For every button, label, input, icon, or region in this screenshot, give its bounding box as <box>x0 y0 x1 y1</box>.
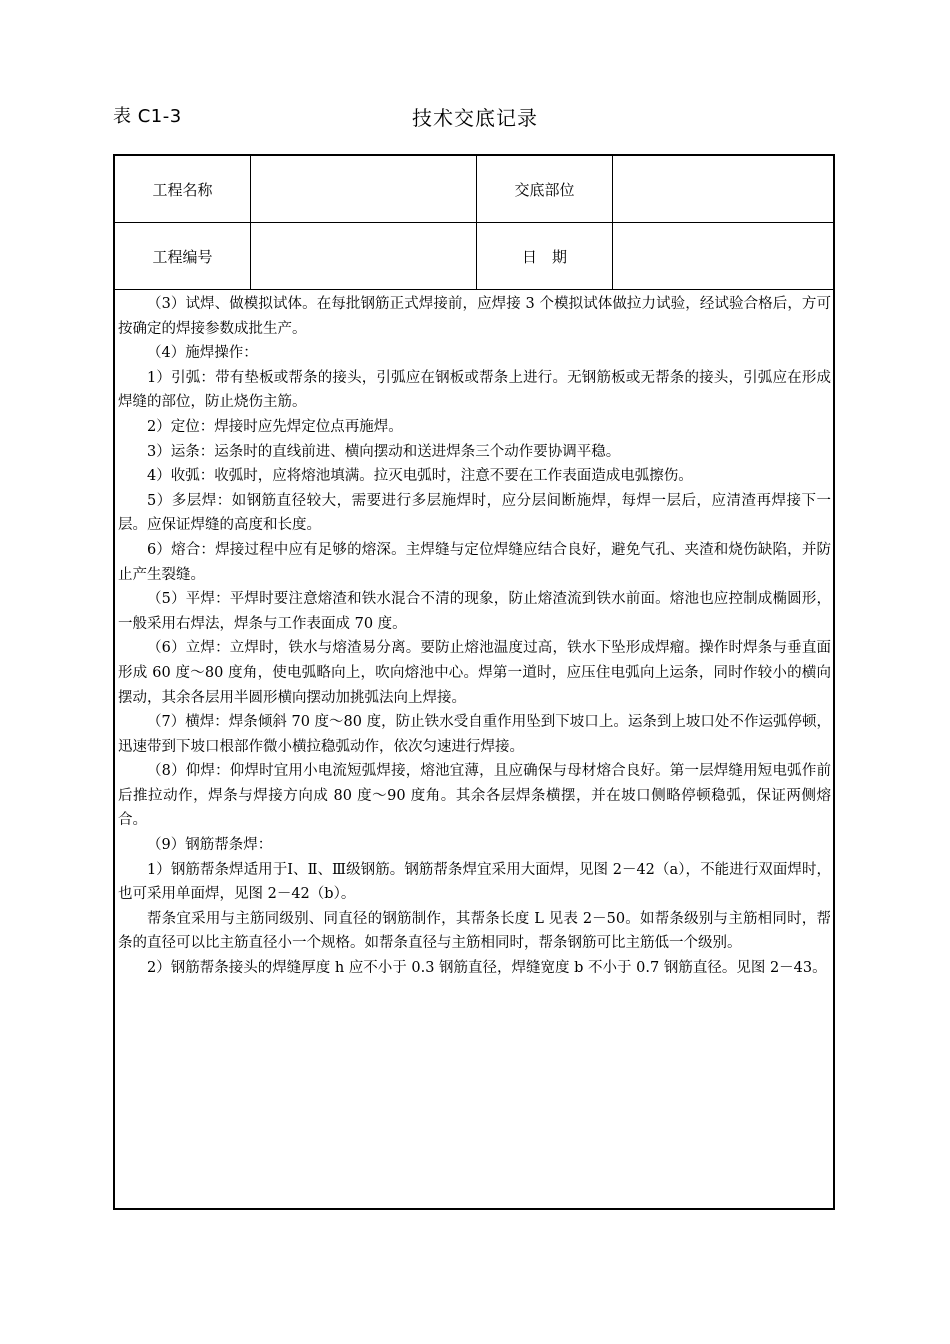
content-paragraph: 2）定位：焊接时应先焊定位点再施焊。 <box>147 418 403 435</box>
content-paragraph: 5）多层焊：如钢筋直径较大，需要进行多层施焊时，应分层间断施焊，每焊一层后，应清渣再焊接下一层。应保证焊缝的高度和长度。 <box>118 492 831 534</box>
project-name-label: 工程名称 <box>115 156 251 222</box>
content-paragraph: （5）平焊：平焊时要注意熔渣和铁水混合不清的现象，防止熔渣流到铁水前面。熔池也应控制成椭圆形，一般采用右焊法，焊条与工作表面成 70 度。 <box>118 591 831 632</box>
content-paragraph: 1）引弧：带有垫板或帮条的接头，引弧应在钢板或帮条上进行。无钢筋板或无帮条的接头，引弧应在形成焊缝的部位，防止烧伤主筋。 <box>118 369 831 411</box>
document-title: 技术交底记录 <box>412 106 538 130</box>
content-paragraph: 2）钢筋帮条接头的焊缝厚度 h 应不小于 0.3 钢筋直径，焊缝宽度 b 不小于 0.7 钢筋直径。见图 2－43。 <box>147 960 827 977</box>
record-table <box>113 154 835 1210</box>
project-name-value[interactable] <box>251 156 477 222</box>
content-paragraph: 1）钢筋帮条焊适用于Ⅰ、Ⅱ、Ⅲ级钢筋。钢筋帮条焊宜采用大面焊，见图 2－42（a），不能进行双面焊时，也可采用单面焊，见图 2－42（b）。 <box>118 861 831 903</box>
table-row-project-name <box>115 156 833 223</box>
project-number-label: 工程编号 <box>115 223 251 289</box>
disclosure-content <box>118 292 831 981</box>
disclosure-part-label: 交底部位 <box>477 156 613 222</box>
content-paragraph: （8）仰焊：仰焊时宜用小电流短弧焊接，熔池宜薄，且应确保与母材熔合良好。第一层焊缝用短电弧作前后推拉动作，焊条与焊接方向成 80 度～90 度角。其余各层焊条横摆，并在坡口侧略停顿稳弧，保证两侧熔合。 <box>118 763 831 829</box>
content-paragraph: 帮条宜采用与主筋同级别、同直径的钢筋制作，其帮条长度 L 见表 2－50。如帮条级别与主筋相同时，帮条的直径可以比主筋直径小一个规格。如帮条直径与主筋相同时，帮条钢筋可比主筋低一个级别。 <box>118 910 831 952</box>
content-paragraph: （9）钢筋帮条焊： <box>147 837 273 854</box>
table-row-project-number <box>115 223 833 290</box>
content-paragraph: 3）运条：运条时的直线前进、横向摆动和送进焊条三个动作要协调平稳。 <box>147 443 621 460</box>
content-paragraph: （6）立焊：立焊时，铁水与熔渣易分离。要防止熔池温度过高，铁水下坠形成焊瘤。操作时焊条与垂直面形成 60 度～80 度角，使电弧略向上，吹向熔池中心。焊第一道时，应压住电弧向上运条，同时作较小的横向摆动，其余各层用半圆形横向摆动加挑弧法向上焊接。 <box>118 640 831 706</box>
form-number: 表 C1-3 <box>113 106 182 127</box>
content-paragraph: （7）横焊：焊条倾斜 70 度～80 度，防止铁水受自重作用坠到下坡口上。运条到上坡口处不作运弧停顿，迅速带到下坡口根部作微小横拉稳弧动作，依次匀速进行焊接。 <box>118 714 831 755</box>
content-paragraph: 4）收弧：收弧时，应将熔池填满。拉灭电弧时，注意不要在工作表面造成电弧擦伤。 <box>147 468 693 485</box>
project-number-value[interactable] <box>251 223 477 289</box>
date-value[interactable] <box>613 223 833 289</box>
date-label: 日 期 <box>477 223 613 289</box>
content-paragraph: （3）试焊、做模拟试体。在每批钢筋正式焊接前，应焊接 3 个模拟试体做拉力试验，经试验合格后，方可按确定的焊接参数成批生产。 <box>118 296 831 337</box>
disclosure-part-value[interactable] <box>613 156 833 222</box>
content-paragraph: 6）熔合：焊接过程中应有足够的熔深。主焊缝与定位焊缝应结合良好，避免气孔、夹渣和烧伤缺陷，并防止产生裂缝。 <box>118 541 831 583</box>
content-paragraph: （4）施焊操作： <box>147 345 258 362</box>
